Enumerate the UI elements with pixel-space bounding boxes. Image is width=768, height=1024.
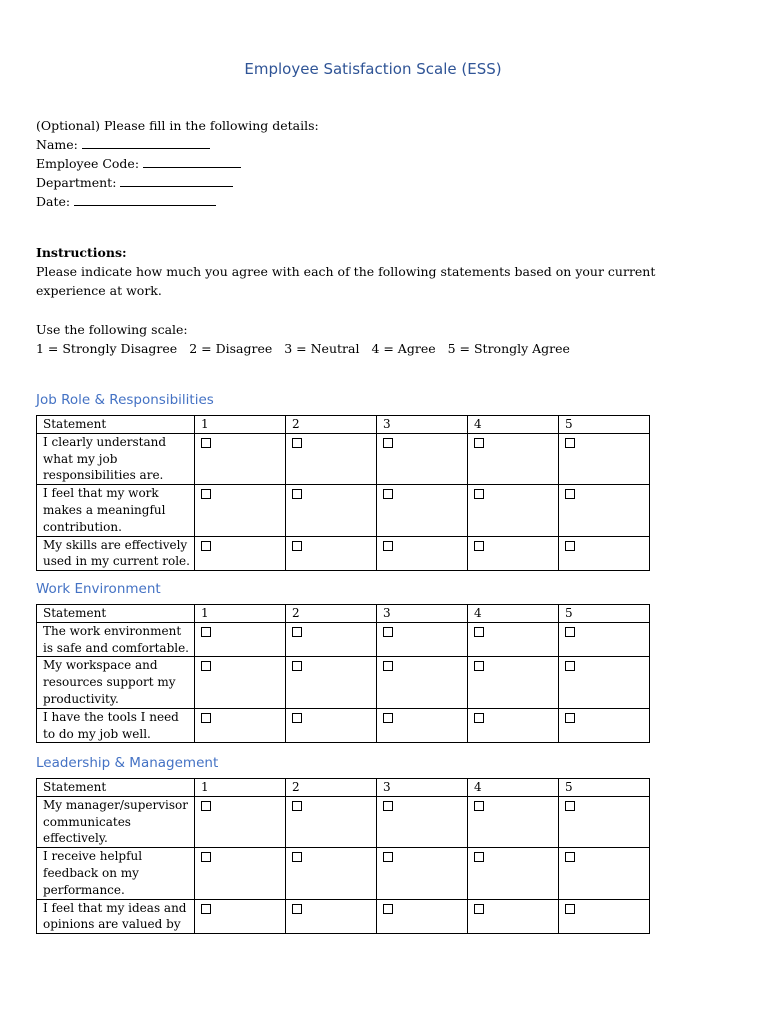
checkbox-icon[interactable] (474, 541, 484, 551)
rating-cell-1[interactable] (195, 433, 286, 484)
rating-cell-4[interactable] (468, 536, 559, 571)
header-5: 5 (559, 779, 650, 797)
checkbox-icon[interactable] (201, 627, 211, 637)
checkbox-icon[interactable] (565, 541, 575, 551)
section-heading-work-environment: Work Environment (36, 581, 161, 597)
rating-cell-1[interactable] (195, 657, 286, 708)
checkbox-icon[interactable] (565, 489, 575, 499)
checkbox-icon[interactable] (292, 713, 302, 723)
table-header-row (37, 605, 650, 623)
rating-cell-5[interactable] (559, 848, 650, 899)
statement-cell: My workspace and resources support my productivity. (37, 657, 195, 708)
checkbox-icon[interactable] (383, 627, 393, 637)
checkbox-icon[interactable] (474, 852, 484, 862)
checkbox-icon[interactable] (292, 541, 302, 551)
checkbox-icon[interactable] (383, 852, 393, 862)
name-blank[interactable] (82, 136, 210, 149)
name-field[interactable] (36, 135, 319, 154)
header-statement: Statement (37, 416, 195, 434)
checkbox-icon[interactable] (292, 627, 302, 637)
rating-cell-2[interactable] (286, 536, 377, 571)
checkbox-icon[interactable] (292, 489, 302, 499)
checkbox-icon[interactable] (474, 438, 484, 448)
header-2: 2 (286, 416, 377, 434)
checkbox-icon[interactable] (201, 438, 211, 448)
header-4: 4 (468, 779, 559, 797)
table-row (37, 485, 650, 536)
scale-item: 5 = Strongly Agree (447, 341, 570, 356)
checkbox-icon[interactable] (292, 904, 302, 914)
table-row (37, 848, 650, 899)
statement-cell: I feel that my ideas and opinions are valued by (37, 899, 195, 934)
header-5: 5 (559, 605, 650, 623)
rating-cell-4[interactable] (468, 796, 559, 847)
checkbox-icon[interactable] (474, 627, 484, 637)
rating-cell-4[interactable] (468, 433, 559, 484)
statement-cell: My skills are effectively used in my current role. (37, 536, 195, 571)
checkbox-icon[interactable] (383, 541, 393, 551)
checkbox-icon[interactable] (383, 801, 393, 811)
table-header-row (37, 779, 650, 797)
checkbox-icon[interactable] (201, 713, 211, 723)
table-row (37, 433, 650, 484)
rating-cell-5[interactable] (559, 433, 650, 484)
department-blank[interactable] (120, 174, 233, 187)
rating-cell-5[interactable] (559, 657, 650, 708)
rating-cell-2[interactable] (286, 622, 377, 657)
rating-cell-5[interactable] (559, 536, 650, 571)
checkbox-icon[interactable] (383, 713, 393, 723)
table-row (37, 899, 650, 934)
scale-intro: Use the following scale: (36, 322, 188, 337)
checkbox-icon[interactable] (292, 661, 302, 671)
scale-block (36, 320, 578, 358)
rating-cell-4[interactable] (468, 485, 559, 536)
rating-cell-3[interactable] (377, 536, 468, 571)
date-field[interactable] (36, 192, 319, 211)
checkbox-icon[interactable] (565, 627, 575, 637)
section-heading-leadership: Leadership & Management (36, 755, 219, 771)
rating-cell-3[interactable] (377, 485, 468, 536)
rating-cell-4[interactable] (468, 657, 559, 708)
header-4: 4 (468, 416, 559, 434)
checkbox-icon[interactable] (201, 801, 211, 811)
checkbox-icon[interactable] (383, 661, 393, 671)
scale-item: 4 = Agree (371, 341, 436, 356)
section-heading-job-role: Job Role & Responsibilities (36, 392, 214, 408)
rating-cell-1[interactable] (195, 536, 286, 571)
employee-code-label: Employee Code: (36, 156, 140, 171)
department-field[interactable] (36, 173, 319, 192)
rating-cell-3[interactable] (377, 899, 468, 934)
checkbox-icon[interactable] (292, 438, 302, 448)
checkbox-icon[interactable] (201, 852, 211, 862)
rating-cell-2[interactable] (286, 708, 377, 743)
rating-cell-3[interactable] (377, 433, 468, 484)
checkbox-icon[interactable] (201, 541, 211, 551)
page-title: Employee Satisfaction Scale (ESS) (244, 60, 502, 78)
header-3: 3 (377, 605, 468, 623)
table-row (37, 622, 650, 657)
checkbox-icon[interactable] (474, 661, 484, 671)
employee-code-field[interactable] (36, 154, 319, 173)
rating-cell-2[interactable] (286, 433, 377, 484)
table-row (37, 657, 650, 708)
department-label: Department: (36, 175, 117, 190)
name-label: Name: (36, 137, 78, 152)
checkbox-icon[interactable] (565, 904, 575, 914)
rating-cell-4[interactable] (468, 848, 559, 899)
checkbox-icon[interactable] (383, 904, 393, 914)
checkbox-icon[interactable] (565, 438, 575, 448)
rating-cell-2[interactable] (286, 657, 377, 708)
details-block (36, 116, 319, 211)
scale-item: 1 = Strongly Disagree (36, 341, 178, 356)
rating-cell-2[interactable] (286, 796, 377, 847)
rating-cell-2[interactable] (286, 899, 377, 934)
statement-cell: My manager/supervisor communicates effectively. (37, 796, 195, 847)
checkbox-icon[interactable] (201, 661, 211, 671)
checkbox-icon[interactable] (565, 713, 575, 723)
header-statement: Statement (37, 605, 195, 623)
checkbox-icon[interactable] (383, 489, 393, 499)
checkbox-icon[interactable] (565, 661, 575, 671)
statement-cell: The work environment is safe and comfortable. (37, 622, 195, 657)
rating-cell-5[interactable] (559, 485, 650, 536)
date-label: Date: (36, 194, 71, 209)
header-3: 3 (377, 779, 468, 797)
checkbox-icon[interactable] (201, 489, 211, 499)
scale-item: 2 = Disagree (189, 341, 273, 356)
table-row (37, 796, 650, 847)
leadership-table (36, 778, 650, 934)
rating-cell-1[interactable] (195, 708, 286, 743)
table-row (37, 708, 650, 743)
rating-cell-1[interactable] (195, 485, 286, 536)
rating-cell-2[interactable] (286, 848, 377, 899)
rating-cell-1[interactable] (195, 796, 286, 847)
rating-cell-5[interactable] (559, 622, 650, 657)
table-row (37, 536, 650, 571)
statement-cell: I feel that my work makes a meaningful contribution. (37, 485, 195, 536)
statement-cell: I receive helpful feedback on my performance. (37, 848, 195, 899)
scale-legend (36, 339, 578, 358)
instructions-heading: Instructions: (36, 245, 127, 260)
rating-cell-5[interactable] (559, 899, 650, 934)
rating-cell-2[interactable] (286, 485, 377, 536)
rating-cell-5[interactable] (559, 796, 650, 847)
checkbox-icon[interactable] (474, 904, 484, 914)
rating-cell-4[interactable] (468, 899, 559, 934)
header-3: 3 (377, 416, 468, 434)
table-header-row (37, 416, 650, 434)
checkbox-icon[interactable] (474, 713, 484, 723)
checkbox-icon[interactable] (383, 438, 393, 448)
header-1: 1 (195, 779, 286, 797)
work-environment-table (36, 604, 650, 743)
rating-cell-1[interactable] (195, 848, 286, 899)
rating-cell-3[interactable] (377, 708, 468, 743)
header-statement: Statement (37, 779, 195, 797)
rating-cell-3[interactable] (377, 657, 468, 708)
rating-cell-3[interactable] (377, 848, 468, 899)
header-5: 5 (559, 416, 650, 434)
date-blank[interactable] (74, 193, 216, 206)
employee-code-blank[interactable] (143, 155, 241, 168)
rating-cell-3[interactable] (377, 622, 468, 657)
header-4: 4 (468, 605, 559, 623)
instructions-text: Please indicate how much you agree with each of the following statements based on your current experience at work. (36, 264, 656, 298)
checkbox-icon[interactable] (201, 904, 211, 914)
scale-item: 3 = Neutral (284, 341, 360, 356)
checkbox-icon[interactable] (292, 801, 302, 811)
rating-cell-1[interactable] (195, 899, 286, 934)
details-intro: (Optional) Please fill in the following details: (36, 118, 319, 133)
statement-cell: I have the tools I need to do my job well. (37, 708, 195, 743)
checkbox-icon[interactable] (474, 489, 484, 499)
instructions-block (36, 243, 696, 300)
header-2: 2 (286, 605, 377, 623)
checkbox-icon[interactable] (292, 852, 302, 862)
header-1: 1 (195, 416, 286, 434)
rating-cell-3[interactable] (377, 796, 468, 847)
statement-cell: I clearly understand what my job responsibilities are. (37, 433, 195, 484)
header-1: 1 (195, 605, 286, 623)
job-role-table (36, 415, 650, 571)
rating-cell-1[interactable] (195, 622, 286, 657)
checkbox-icon[interactable] (565, 801, 575, 811)
rating-cell-5[interactable] (559, 708, 650, 743)
checkbox-icon[interactable] (565, 852, 575, 862)
checkbox-icon[interactable] (474, 801, 484, 811)
rating-cell-4[interactable] (468, 708, 559, 743)
header-2: 2 (286, 779, 377, 797)
rating-cell-4[interactable] (468, 622, 559, 657)
